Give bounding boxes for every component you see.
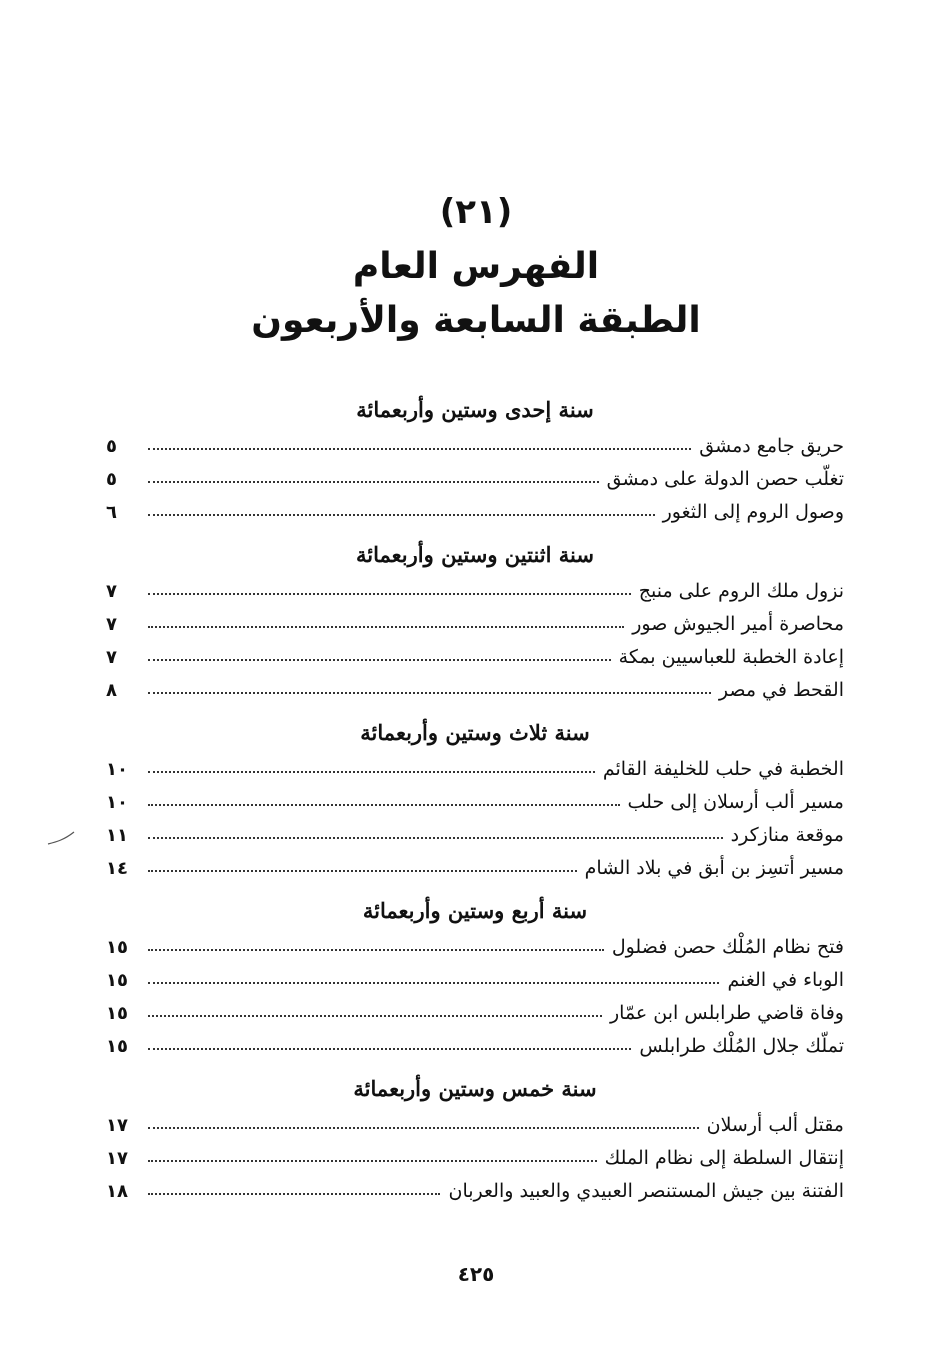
entry-page-number: ١٨ (106, 1181, 128, 1202)
chapter-number: (٢١) (439, 192, 513, 232)
section-heading: سنة أربع وستين وأربعمائة (362, 898, 588, 923)
entry-page-number: ١٥ (106, 970, 128, 991)
table-of-contents (106, 390, 844, 1208)
toc-entry (106, 496, 844, 529)
toc-entry (106, 1175, 844, 1208)
toc-entry (106, 786, 844, 819)
toc-entry (106, 1142, 844, 1175)
entry-page-number: ١٥ (106, 937, 128, 958)
entry-page-number: ١٥ (106, 1036, 128, 1057)
toc-entry (106, 931, 844, 964)
toc-entry (106, 1030, 844, 1063)
entry-title: إعادة الخطبة للعباسيين بمكة (618, 646, 844, 668)
entry-title: حريق جامع دمشق (699, 435, 844, 457)
dot-leader (148, 770, 595, 773)
entry-page-number: ٥ (106, 469, 117, 490)
entry-page-number: ١٠ (106, 759, 128, 780)
entry-page-number: ٧ (106, 647, 117, 668)
entry-title: مقتل ألب أرسلان (706, 1114, 844, 1136)
page-title: الفهرس العام (352, 246, 600, 287)
toc-entry (106, 608, 844, 641)
dot-leader (148, 1126, 699, 1129)
entry-title: موقعة منازكرد (730, 824, 844, 846)
dot-leader (148, 948, 604, 951)
entry-title: الفتنة بين جيش المستنصر العبيدي والعبيد والعربان (448, 1180, 844, 1202)
entry-title: القحط في مصر (718, 679, 844, 701)
dot-leader (148, 691, 711, 694)
toc-entry (106, 1109, 844, 1142)
entry-title: مسير أتسِز بن أبق في بلاد الشام (584, 857, 844, 879)
toc-entry (106, 641, 844, 674)
section-heading: سنة إحدى وستين وأربعمائة (356, 397, 594, 422)
dot-leader (148, 1014, 602, 1017)
entry-title: إنتقال السلطة إلى نظام الملك (604, 1147, 844, 1169)
dot-leader (148, 869, 577, 872)
entry-title: الوباء في الغنم (727, 969, 844, 991)
section-heading: سنة ثلاث وستين وأربعمائة (360, 720, 590, 745)
toc-entry (106, 575, 844, 608)
entry-page-number: ١٤ (106, 858, 128, 879)
dot-leader (148, 1159, 597, 1162)
toc-entry (106, 674, 844, 707)
dot-leader (148, 658, 611, 661)
entry-page-number: ١١ (106, 825, 128, 846)
entry-page-number: ٧ (106, 614, 117, 635)
toc-entry (106, 819, 844, 852)
entry-title: تغلّب حصن الدولة على دمشق (606, 468, 844, 490)
dot-leader (148, 1192, 440, 1195)
dot-leader (148, 447, 691, 450)
entry-title: محاصرة أمير الجيوش صور (632, 613, 844, 635)
page-number: ٤٢٥ (457, 1262, 495, 1286)
entry-title: نزول ملك الروم على منبج (638, 580, 844, 602)
entry-title: الخطبة في حلب للخليفة القائم (602, 758, 844, 780)
toc-entry (106, 852, 844, 885)
dot-leader (148, 981, 719, 984)
dot-leader (148, 625, 624, 628)
dot-leader (148, 480, 599, 483)
entry-page-number: ١٧ (106, 1115, 128, 1136)
entry-title: تملّك جلال المُلْك طرابلس (639, 1035, 844, 1057)
dot-leader (148, 803, 620, 806)
page-subtitle: الطبقة السابعة والأربعون (251, 300, 701, 341)
entry-page-number: ٥ (106, 436, 117, 457)
entry-title: فتح نظام المُلْك حصن فضلول (611, 936, 844, 958)
entry-title: وفاة قاضي طرابلس ابن عمّار (609, 1002, 844, 1024)
toc-entry (106, 430, 844, 463)
entry-page-number: ٦ (106, 502, 117, 523)
dot-leader (148, 836, 723, 839)
section-heading: سنة خمس وستين وأربعمائة (353, 1076, 597, 1101)
dot-leader (148, 592, 631, 595)
toc-entry (106, 997, 844, 1030)
toc-entry (106, 964, 844, 997)
entry-title: وصول الروم إلى الثغور (662, 501, 844, 523)
entry-page-number: ٨ (106, 680, 117, 701)
entry-page-number: ١٠ (106, 792, 128, 813)
entry-page-number: ١٧ (106, 1148, 128, 1169)
entry-title: مسير ألب أرسلان إلى حلب (627, 791, 844, 813)
dot-leader (148, 513, 655, 516)
dot-leader (148, 1047, 631, 1050)
pencil-mark-icon (46, 828, 76, 848)
entry-page-number: ٧ (106, 581, 117, 602)
toc-entry (106, 753, 844, 786)
toc-entry (106, 463, 844, 496)
entry-page-number: ١٥ (106, 1003, 128, 1024)
section-heading: سنة اثنتين وستين وأربعمائة (356, 542, 594, 567)
